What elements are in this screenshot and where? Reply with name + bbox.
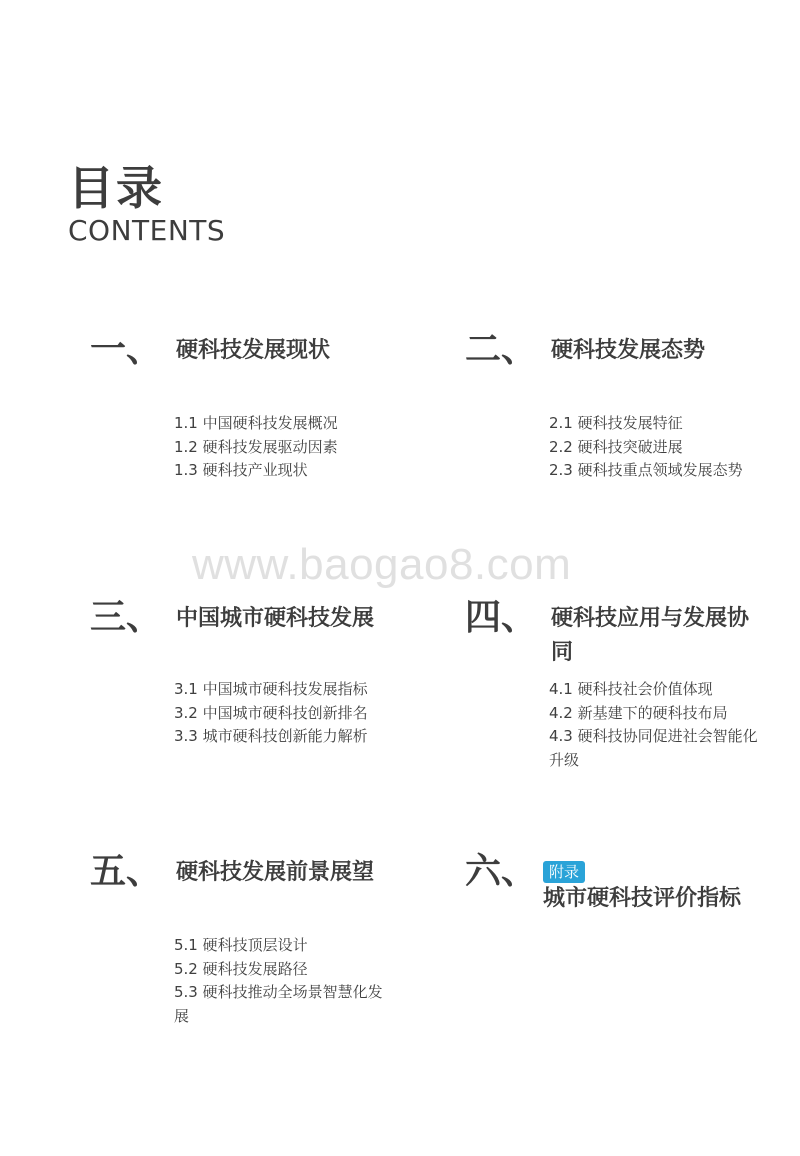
- toc-entry[interactable]: 4.3 硬科技协同促进社会智能化升级: [549, 727, 758, 769]
- toc-entry[interactable]: 5.2 硬科技发展路径: [174, 959, 308, 978]
- section-title[interactable]: 中国城市硬科技发展: [176, 606, 375, 631]
- toc-entry[interactable]: 1.3 硬科技产业现状: [174, 461, 308, 479]
- section-number: 六、: [465, 851, 538, 892]
- toc-entry[interactable]: 5.1 硬科技顶层设计: [174, 936, 308, 954]
- page-subtitle: CONTENTS: [68, 214, 226, 247]
- toc-entry[interactable]: 3.1 中国城市硬科技发展指标: [174, 680, 368, 698]
- watermark: www.baogao8.com: [192, 540, 572, 589]
- section-title[interactable]: 硬科技发展态势: [551, 338, 706, 363]
- toc-entry[interactable]: 4.1 硬科技社会价值体现: [549, 680, 713, 698]
- toc-entry[interactable]: 2.1 硬科技发展特征: [549, 414, 683, 432]
- section-number: 四、: [465, 597, 538, 638]
- section-title[interactable]: 城市硬科技评价指标: [543, 886, 742, 911]
- section-item-list: [549, 678, 759, 772]
- toc-entry[interactable]: 4.2 新基建下的硬科技布局: [549, 703, 728, 722]
- section-title[interactable]: 硬科技发展前景展望: [176, 860, 375, 885]
- toc-entry[interactable]: 3.3 城市硬科技创新能力解析: [174, 727, 368, 745]
- section-number: 二、: [465, 329, 538, 370]
- section-item-list: [174, 412, 384, 483]
- section-number: 五、: [90, 851, 163, 892]
- appendix-badge: 附录: [543, 861, 585, 883]
- toc-entry[interactable]: 1.2 硬科技发展驱动因素: [174, 437, 338, 456]
- toc-entry[interactable]: 5.3 硬科技推动全场景智慧化发展: [174, 983, 383, 1025]
- section-item-list: [174, 934, 384, 1028]
- toc-entry[interactable]: 2.3 硬科技重点领域发展态势: [549, 461, 743, 479]
- toc-entry[interactable]: 1.1 中国硬科技发展概况: [174, 414, 338, 432]
- section-title[interactable]: 硬科技应用与发展协同: [551, 606, 750, 665]
- section-item-list: [174, 678, 384, 749]
- toc-entry[interactable]: 2.2 硬科技突破进展: [549, 437, 683, 456]
- section-number: 三、: [90, 597, 163, 638]
- page-title: 目录: [68, 161, 164, 215]
- section-item-list: [549, 412, 759, 483]
- section-number: 一、: [90, 329, 163, 370]
- toc-entry[interactable]: 3.2 中国城市硬科技创新排名: [174, 703, 368, 722]
- section-title[interactable]: 硬科技发展现状: [176, 338, 331, 363]
